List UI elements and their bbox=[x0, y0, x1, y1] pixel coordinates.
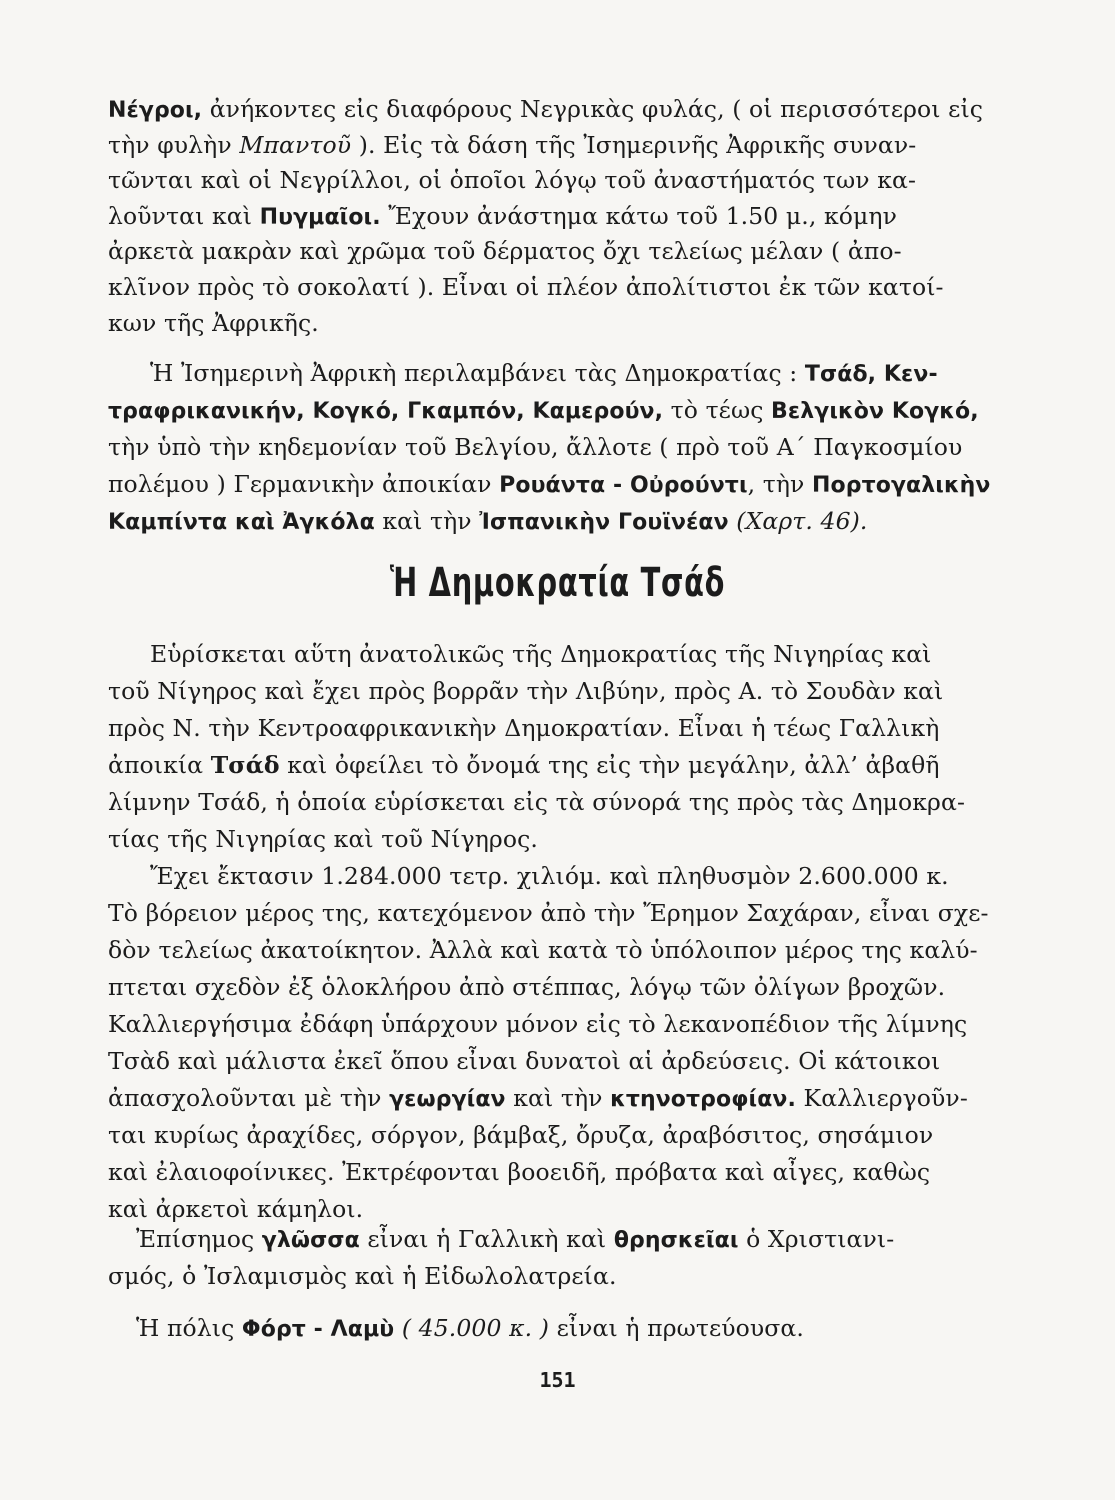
bold-term: Τσάδ, Κεν- bbox=[804, 362, 938, 387]
text-run: ἀπασχολοῦνται μὲ τὴν bbox=[108, 1084, 390, 1112]
text-line bbox=[108, 1221, 938, 1258]
text-run: πολέμου ) Γερμανικὴν ἀποικίαν bbox=[108, 470, 500, 498]
bold-term: γεωργίαν bbox=[389, 1087, 506, 1112]
text-line: τὴν ὑπὸ τὴν κηδεμονίαν τοῦ Βελγίου, ἄλλοτε ( πρὸ τοῦ Α΄ Παγκοσμίου bbox=[108, 433, 963, 461]
text-run: Ἡ πόλις bbox=[136, 1314, 242, 1342]
bold-term: Νέγροι, bbox=[108, 98, 203, 123]
text-run: ). Εἰς τὰ δάση τῆς Ἰσημερινῆς Ἀφρικῆς συναν- bbox=[351, 130, 917, 159]
text-run: Καλλιεργοῦν- bbox=[795, 1084, 968, 1112]
text-run: ἀνήκοντες εἰς διαφόρους Νεγρικὰς φυλάς, ( οἱ περισσότεροι εἰς bbox=[202, 95, 984, 123]
bold-term: Ρουάντα - Οὐρούντι bbox=[499, 473, 748, 498]
paragraph-location bbox=[108, 636, 965, 858]
text-run: ὁ Χριστιανι- bbox=[738, 1225, 895, 1253]
italic-term: Μπαντοῦ bbox=[239, 130, 352, 159]
text-run: καὶ ὀφείλει τὸ ὄνομά της εἰς τὴν μεγάλην, ἀλλ’ ἀβαθῆ bbox=[279, 751, 940, 779]
text-line: καὶ ἀρκετοὶ κάμηλοι. bbox=[108, 1195, 364, 1223]
text-run: καὶ τὴν bbox=[374, 507, 480, 535]
text-run: τὴν φυλὴν bbox=[108, 130, 240, 159]
text-line: Τὸ βόρειον μέρος της, κατεχόμενον ἀπὸ τὴν Ἔρημον Σαχάραν, εἶναι σχε- bbox=[108, 899, 989, 927]
text-line bbox=[108, 503, 938, 540]
text-line: Εὑρίσκεται αὕτη ἀνατολικῶς τῆς Δημοκρατίας τῆς Νιγηρίας καὶ bbox=[150, 640, 932, 668]
bold-term: Καμπίντα καὶ Ἀγκόλα bbox=[108, 510, 375, 535]
text-line bbox=[108, 1080, 968, 1117]
text-line bbox=[108, 128, 938, 164]
bold-term: Βελγικὸν Κογκό, bbox=[771, 399, 979, 424]
text-line: Ἔχει ἔκτασιν 1.284.000 τετρ. χιλιόμ. καὶ πληθυσμὸν 2.600.000 κ. bbox=[150, 862, 949, 890]
text-run: Ἐπίσημος bbox=[136, 1225, 262, 1253]
bold-term: Ἰσπανικὴν Γουϊνέαν bbox=[479, 510, 729, 535]
text-line: ται κυρίως ἀραχίδες, σόργον, βάμβαξ, ὄρυζα, ἀραβόσιτος, σησάμιον bbox=[108, 1121, 934, 1149]
text-line: κλῖνον πρὸς τὸ σοκολατί ). Εἶναι οἱ πλέον ἀπολίτιστοι ἐκ τῶν κατοί- bbox=[108, 272, 944, 301]
paragraph-capital bbox=[108, 1310, 938, 1347]
bold-term: γλῶσσα bbox=[261, 1228, 360, 1253]
page-number: 151 bbox=[539, 1368, 576, 1392]
text-line: δὸν τελείως ἀκατοίκητον. Ἀλλὰ καὶ κατὰ τὸ ὑπόλοιπον μέρος της καλύ- bbox=[108, 936, 978, 964]
paragraph-language-religion bbox=[108, 1221, 938, 1295]
text-run: Ἡ Ἰσημερινὴ Ἀφρικὴ περιλαμβάνει τὰς Δημοκρατίας : bbox=[150, 359, 805, 387]
text-run: καὶ τὴν bbox=[505, 1084, 611, 1112]
section-heading: Ἡ Δημοκρατία Τσάδ bbox=[389, 560, 726, 606]
paragraph-economy bbox=[108, 858, 989, 1228]
text-line: λίμνην Τσάδ, ἡ ὁποία εὑρίσκεται εἰς τὰ σύνορά της πρὸς τὰς Δημοκρα- bbox=[108, 788, 965, 816]
bold-term: Πυγμαῖοι. bbox=[259, 204, 381, 230]
bold-term: Φόρτ - Λαμὺ bbox=[241, 1317, 395, 1342]
bold-term: Τσάδ bbox=[210, 751, 280, 779]
text-line bbox=[108, 466, 991, 503]
population-note: ( 45.000 κ. ) bbox=[394, 1314, 549, 1342]
text-line bbox=[108, 355, 938, 392]
text-line: Καλλιεργήσιμα ἐδάφη ὑπάρχουν μόνον εἰς τὸ λεκανοπέδιον τῆς λίμνης bbox=[108, 1010, 968, 1038]
text-line: Τσὰδ καὶ μάλιστα ἐκεῖ ὅπου εἶναι δυνατοὶ αἱ ἀρδεύσεις. Οἱ κάτοικοι bbox=[108, 1047, 941, 1075]
text-line: κων τῆς Ἀφρικῆς. bbox=[108, 308, 319, 337]
bold-term: τραφρικανικήν, Κογκό, Γκαμπόν, Καμερούν, bbox=[108, 399, 664, 424]
bold-term: Πορτογαλικὴν bbox=[812, 473, 991, 498]
bold-term: θρησκεῖαι bbox=[613, 1228, 739, 1253]
text-line: πτεται σχεδὸν ἐξ ὁλοκλήρου ἀπὸ στέππας, λόγῳ τῶν ὀλίγων βροχῶν. bbox=[108, 973, 946, 1001]
text-line bbox=[108, 199, 938, 235]
text-run: λοῦνται καὶ bbox=[108, 201, 260, 230]
paragraph-equatorial-africa bbox=[108, 355, 991, 540]
text-run: Ἔχουν ἀνάστημα κάτω τοῦ 1.50 μ., κόμην bbox=[380, 201, 897, 230]
text-line: σμός, ὁ Ἰσλαμισμὸς καὶ ἡ Εἰδωλολατρεία. bbox=[108, 1262, 617, 1290]
bold-term: κτηνοτροφίαν. bbox=[610, 1087, 796, 1112]
text-line: καὶ ἐλαιοφοίνικες. Ἐκτρέφονται βοοειδῆ, πρόβατα καὶ αἶγες, καθὼς bbox=[108, 1158, 931, 1186]
text-run: εἶναι ἡ Γαλλικὴ καὶ bbox=[359, 1225, 614, 1253]
text-line bbox=[108, 392, 979, 429]
text-run: , τὴν bbox=[747, 470, 813, 498]
text-line: πρὸς Ν. τὴν Κεντροαφρικανικὴν Δημοκρατίαν. Εἶναι ἡ τέως Γαλλικὴ bbox=[108, 714, 940, 742]
text-line bbox=[108, 1310, 938, 1347]
text-line: τῶνται καὶ οἱ Νεγρίλλοι, οἱ ὁποῖοι λόγῳ τοῦ ἀναστήματός των κα- bbox=[108, 166, 917, 195]
text-line bbox=[108, 92, 984, 128]
text-run: τὸ τέως bbox=[663, 396, 772, 424]
text-line: τίας τῆς Νιγηρίας καὶ τοῦ Νίγηρος. bbox=[108, 825, 538, 853]
text-line: ἀρκετὰ μακρὰν καὶ χρῶμα τοῦ δέρματος ὄχι τελείως μέλαν ( ἀπο- bbox=[108, 237, 902, 266]
paragraph-negroes bbox=[108, 92, 984, 341]
text-line: τοῦ Νίγηρος καὶ ἔχει πρὸς βορρᾶν τὴν Λιβύην, πρὸς Α. τὸ Σουδὰν καὶ bbox=[108, 677, 944, 705]
text-run: εἶναι ἡ πρωτεύουσα. bbox=[549, 1314, 804, 1342]
text-run: ἀποικία bbox=[108, 751, 211, 779]
text-line bbox=[108, 747, 938, 784]
map-reference: (Χαρτ. 46). bbox=[728, 507, 868, 535]
